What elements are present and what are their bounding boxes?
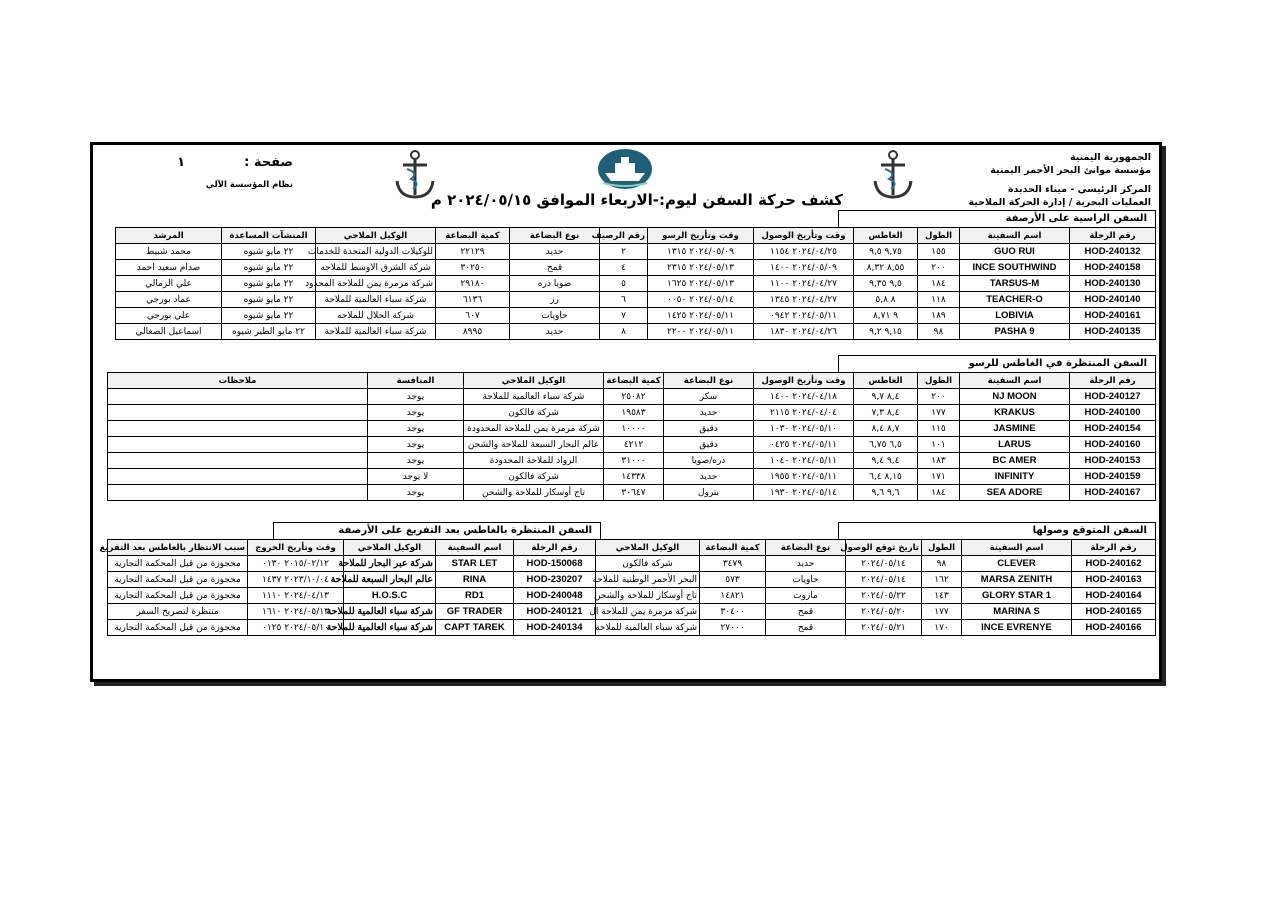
table-cell: ٢٧٠٠٠ [700,620,766,636]
table-cell: ذره/صويا [664,453,754,469]
table-cell: ١٠١ [918,437,960,453]
column-header: رقم الرحلة [1072,540,1156,556]
table-cell: حديد [664,469,754,485]
table-row [108,485,1156,501]
column-header: الوكيل الملاحي [464,373,604,389]
table-cell: منتظرة لتصريح السفر [108,604,248,620]
table-cell: HOD-230207 [514,572,596,588]
table-cell: HOD-240162 [1072,556,1156,572]
table-row [596,588,1156,604]
table-cell: عماد بورجي [116,292,222,308]
table-cell: ٢٠٢٤/٠٥/١٣ ٢٣١٥ [648,260,754,276]
table-cell: محجوزة من قبل المحكمة التجارية [108,572,248,588]
table-cell: ١٤٣ [922,588,962,604]
table-row [108,453,1156,469]
table-cell: HOD-240164 [1072,588,1156,604]
table-cell: KRAKUS [960,405,1070,421]
expected-table [589,539,1156,636]
table-cell: ٨ [600,324,648,340]
column-header: اسم السفينة [962,540,1072,556]
table-cell: CLEVER [962,556,1072,572]
table-cell: LOBIVIA [960,308,1070,324]
column-header: كمية البضاعة [604,373,664,389]
table-cell: TARSUS-M [960,276,1070,292]
table-cell: ٩,٧٥ ٩,٥ [854,244,918,260]
header-line: الجمهورية اليمنية [1070,152,1151,163]
table-cell: ٩,٤ ٩,٤ [854,453,918,469]
table-cell: HOD-240160 [1070,437,1156,453]
table-cell: ٢٢ مايو شيوه [222,244,316,260]
table-row [108,620,596,636]
table-cell: ٢٠٢٤/٠٤/٠٤ ٢١١٥ [754,405,854,421]
table-cell: ٢٢ مايو شيوه [222,260,316,276]
table-cell: CAPT TAREK [436,620,514,636]
table-cell: قمح [766,620,846,636]
table-cell: شركة سباء العالمية للملاحة [316,292,436,308]
table-cell: ٢٠٢٤/٠٥/١٤ ١٩٣٠ [754,485,854,501]
table-cell: حديد [664,405,754,421]
table-cell: تاج أوسكار للملاحة والشحن [464,485,604,501]
table-row [596,556,1156,572]
table-cell: حديد [510,244,600,260]
table-cell: GLORY STAR 1 [962,588,1072,604]
column-header: وقت وتأريخ الخروج [248,540,344,556]
table-cell: HOD-240166 [1072,620,1156,636]
column-header: ملاحظات [108,373,368,389]
table-cell: يوجد [368,437,464,453]
page-indicator [133,155,293,170]
table-cell: ٢٠١٥/٠٢/١٢ ٠١٣٠ [248,556,344,572]
table-cell: ١٦٢ [922,572,962,588]
table-cell: ٢٠٢٤/٠٥/١١ ١٠٤٠ [754,453,854,469]
table-cell: صويا ذره [510,276,600,292]
column-header: الطول [922,540,962,556]
expected-rows [589,556,1156,636]
table-cell: ١٥٥ [918,244,960,260]
column-header: تاريخ توقع الوصول [846,540,922,556]
table-cell: ٢٢ مايو شيوه [222,276,316,292]
table-row [108,556,596,572]
table-row [108,604,596,620]
column-header: المنافسة [368,373,464,389]
column-header: رقم الرحلة [1070,373,1156,389]
table-cell: ٢٠٢٤/٠٤/١٣ ١١١٠ [248,588,344,604]
table-cell: ٩٨ [918,324,960,340]
table-cell: للوكيلات الدولية المتحدة للخدمات [316,244,436,260]
table-cell: HOD-240121 [514,604,596,620]
table-cell: ٢٠٢٤/٠٥/٢٠ [846,604,922,620]
table-cell: ١٧٠ [922,620,962,636]
table-cell: HOD-150068 [514,556,596,572]
table-cell [108,453,368,469]
table-cell: HOD-240161 [1070,308,1156,324]
table-row [108,588,596,604]
system-label: نظام المؤسسة الآلي [205,180,293,190]
table-cell: ٢٠٢٤/٠٥/١٠ ١٠٣٠ [754,421,854,437]
table-cell: PASHA 9 [960,324,1070,340]
table-cell: ٢٠٢٤/٠٥/١١ ٢٢٠٠ [648,324,754,340]
table-cell: عالم البحار السبعة للملاحة [344,572,436,588]
table-cell: ٨,٥٥ ٨,٣٢ [854,260,918,276]
table-row [108,572,596,588]
table-cell: ٢٠٢٤/٠٥/٠٩ ١٣١٥ [648,244,754,260]
table-cell: شركة فالكون [596,556,700,572]
table-cell: رز [510,292,600,308]
post-discharge-section-title: السفن المنتظرة بالغاطس بعد التفريغ على الأرصفة [273,522,601,539]
table-cell: ٣٠٦٤٧ [604,485,664,501]
table-cell: ٢ [600,244,648,260]
table-row [116,292,1156,308]
table-cell: عالم البحار السبعة للملاحة والشحن [464,437,604,453]
table-cell: قمح [510,260,600,276]
table-cell: HOD-240154 [1070,421,1156,437]
table-cell: يوجد [368,485,464,501]
table-cell: HOD-240167 [1070,485,1156,501]
table-row [116,324,1156,340]
table-cell: حاويات [510,308,600,324]
table-cell: MARINA S [962,604,1072,620]
table-cell: شركة سباء العالمية للملاحة [344,620,436,636]
table-row [108,389,1156,405]
table-cell: ٥ [600,276,648,292]
table-cell: HOD-240159 [1070,469,1156,485]
header-line: العمليات البحرية / إدارة الحركة الملاحية [968,197,1151,208]
table-cell: ٨,٧ ٨,٤ [854,421,918,437]
table-header-row [108,540,596,556]
table-cell: ١٩٥٨٣ [604,405,664,421]
table-cell: شركة فالكون [464,469,604,485]
column-header: الطول [918,228,960,244]
table-cell [108,437,368,453]
table-cell: RD1 [436,588,514,604]
table-row [116,308,1156,324]
table-row [108,469,1156,485]
page-number: ١ [177,155,186,170]
table-cell: ٢٠٢٤/٠٥/١٤ [846,556,922,572]
table-cell: ٩,٥ ٩,٣٥ [854,276,918,292]
table-cell: ١٨٤ [918,485,960,501]
column-header: الغاطس [854,228,918,244]
table-cell: سكر [664,389,754,405]
column-header: الطول [918,373,960,389]
table-cell: ٣٤٧٩ [700,556,766,572]
column-header: رقم الرحلة [1070,228,1156,244]
table-cell: HOD-240153 [1070,453,1156,469]
table-row [108,405,1156,421]
table-cell: مازوت [766,588,846,604]
table-cell: محجوزة من قبل المحكمة التجارية [108,588,248,604]
berthed-rows [116,244,1156,340]
table-cell: HOD-240132 [1070,244,1156,260]
column-header: كمية البضاعة [436,228,510,244]
table-cell: شركة مرمرة يمن للملاحة ال [596,604,700,620]
table-cell: ٢٠٠ [918,389,960,405]
column-header: المرشد [116,228,222,244]
table-cell: INCE EVRENYE [962,620,1072,636]
column-header: الوكيل الملاحي [316,228,436,244]
table-cell: شركة سباء العالمية للملاحة [344,604,436,620]
table-cell: ٢٠٢٤/٠٥/١٣ ١٦٢٥ [648,276,754,292]
table-cell: ٢٠٢٤/٠٥/١١ ٠٤٢٥ [754,437,854,453]
table-cell: ٧ [600,308,648,324]
table-row [596,620,1156,636]
table-cell: ٩٨ [922,556,962,572]
table-cell: HOD-240158 [1070,260,1156,276]
table-cell: TEACHER-O [960,292,1070,308]
column-header: نوع البضاعة [766,540,846,556]
table-cell [108,421,368,437]
table-cell: ٨,٤ ٧,٣ [854,405,918,421]
table-cell: MARSA ZENITH [962,572,1072,588]
table-cell: LARUS [960,437,1070,453]
table-row [116,260,1156,276]
column-header: اسم السفينة [960,228,1070,244]
table-cell: ٢٠٢٣/١٠/٠٤ ١٤٣٧ [248,572,344,588]
column-header: اسم السفينة [436,540,514,556]
table-cell: ٤٢١٢ [604,437,664,453]
table-cell: حديد [510,324,600,340]
table-cell: ١٤٨٢١ [700,588,766,604]
table-cell: محجوزة من قبل المحكمة التجارية [108,556,248,572]
table-row [108,437,1156,453]
table-cell: دقيق [664,421,754,437]
table-cell: ٢٠٢٤/٠٥/٢٢ [846,588,922,604]
post-discharge-table [99,539,596,636]
table-cell: يوجد [368,389,464,405]
table-cell [108,405,368,421]
table-cell: شركة الشرق الاوسط للملاحه [316,260,436,276]
column-header: سبب الانتظار بالغاطس بعد التفريغ [108,540,248,556]
table-cell: HOD-240165 [1072,604,1156,620]
table-cell: ١١٨ [918,292,960,308]
page-info [133,155,293,190]
table-cell: ٩,١٥ ٩,٢ [854,324,918,340]
table-cell: حديد [766,556,846,572]
table-cell: ٣١٠٠٠ [604,453,664,469]
column-header: المنشآت المساعدة [222,228,316,244]
table-cell: شركة مرمرة يمن للملاحة المحدود [316,276,436,292]
table-cell: ٢٠٢٤/٠٤/١٨ ١٤٠٠ [754,389,854,405]
table-cell: NJ MOON [960,389,1070,405]
anchorage-table [107,372,1156,501]
table-header-row [108,373,1156,389]
table-cell: تاج أوسكار للملاحة والشحن [596,588,700,604]
table-cell: ٩,٦ ٩,٦ [854,485,918,501]
column-header: الغاطس [854,373,918,389]
table-cell: INCE SOUTHWIND [960,260,1070,276]
table-cell: RINA [436,572,514,588]
column-header: رقم الرحلة [514,540,596,556]
table-cell: ٩ ٨,٧١ [854,308,918,324]
table-cell: HOD-240127 [1070,389,1156,405]
table-cell: JASMINE [960,421,1070,437]
table-cell: ٢٠٢٤/٠٥/١٠ ٠١٢٥ [248,620,344,636]
table-cell: علي بورجي [116,308,222,324]
table-row [108,421,1156,437]
table-cell: ١٨٤ [918,276,960,292]
table-cell: اسماعيل الصغالي [116,324,222,340]
table-cell: ٢٠٢٤/٠٥/٠٩ ١٤٠٠ [754,260,854,276]
expected-section-title: السفن المتوقع وصولها [838,522,1156,539]
table-cell: ٢٢ مايو شيوه [222,292,316,308]
table-cell: ٨,١٥ ٦,٤ [854,469,918,485]
table-cell: محمد شبيط [116,244,222,260]
table-cell: شركة سباء العالمية للملاحة [464,389,604,405]
table-row [116,244,1156,260]
table-cell: GUO RUI [960,244,1070,260]
table-cell: ٢٠٢٤/٠٥/١١ ١٩٥٥ [754,469,854,485]
column-header: وقت وتأريخ الرسو [648,228,754,244]
table-cell: ٢٢ مايو الطير شيوه [222,324,316,340]
table-cell: ١٤٣٣٨ [604,469,664,485]
table-cell: ٢٠٢٤/٠٤/٢٥ ١١٥٤ [754,244,854,260]
table-cell: HOD-240130 [1070,276,1156,292]
table-cell: بترول [664,485,754,501]
table-cell: ١١٥ [918,421,960,437]
ship-logo-icon [597,147,653,191]
table-cell: ٨ ٥,٨ [854,292,918,308]
table-cell: ١٨٩ [918,308,960,324]
table-cell: شركة فالكون [464,405,604,421]
table-cell: شركة الحلال للملاحه [316,308,436,324]
table-cell: شركة عبر البحار للملاحة [344,556,436,572]
table-cell: شركة سباء العالمية للملاحة [596,620,700,636]
table-cell: ١٧٧ [918,405,960,421]
table-cell: ٢٠٢٤/٠٥/١٤ ٠٠٥٠ [648,292,754,308]
table-cell: ٦ [600,292,648,308]
table-cell: علي الزمالي [116,276,222,292]
table-cell: HOD-240134 [514,620,596,636]
table-row [596,604,1156,620]
table-cell: ٣٠٤٠٠ [700,604,766,620]
table-cell: H.O.S.C [344,588,436,604]
table-cell: لا يوجد [368,469,464,485]
table-header-row [116,228,1156,244]
table-cell: ٢٩١٨٠ [436,276,510,292]
table-cell: ٢٥٠٨٢ [604,389,664,405]
table-cell: ٦٠٧ [436,308,510,324]
table-cell: شركة مرمرة يمن للملاحة المحدودة [464,421,604,437]
page-label: صفحة : [244,155,293,170]
table-cell: ١٧١ [918,469,960,485]
table-cell: ٢٠٠ [918,260,960,276]
table-header-row [596,540,1156,556]
table-cell: يوجد [368,405,464,421]
table-cell: ٢٠٢٤/٠٤/٢٧ ١٣٤٥ [754,292,854,308]
table-cell: HOD-240163 [1072,572,1156,588]
table-cell: ٦,٥ ٦,٧٥ [854,437,918,453]
table-cell [108,485,368,501]
column-header: كمية البضاعة [700,540,766,556]
anchorage-section-title: السفن المنتظرة في الغاطس للرسو [838,355,1156,372]
berthed-section-title: السفن الراسية على الأرصفة [838,210,1156,227]
column-header: وقت وتأريخ الوصول [754,228,854,244]
table-cell: يوجد [368,421,464,437]
table-cell: ٥٧٣ [700,572,766,588]
header-line: المركز الرئيسي - ميناء الحديدة [1007,184,1151,195]
column-header: رقم الرصيف [600,228,648,244]
table-cell: ١٠٠٠٠ [604,421,664,437]
table-cell: ٦١٣٦ [436,292,510,308]
table-cell: HOD-240100 [1070,405,1156,421]
column-header: الوكيل الملاحي [596,540,700,556]
column-header: الوكيل الملاحي [344,540,436,556]
post-discharge-rows [108,556,596,636]
table-cell: SEA ADORE [960,485,1070,501]
table-cell: ٨٩٩٥ [436,324,510,340]
table-cell: ٣٠٢٥٠ [436,260,510,276]
table-cell: ٢٠٢٤/٠٥/١٣ ١٦١٠ [248,604,344,620]
table-cell: ٢٠٢٤/٠٥/١١ ١٤٢٥ [648,308,754,324]
header-line: مؤسسة موانئ البحر الأحمر اليمنية [990,165,1151,176]
column-header: وقت وتأريخ الوصول [754,373,854,389]
table-cell: STAR LET [436,556,514,572]
table-cell: ٢٠٢٤/٠٥/١١ ٠٩٤٢ [754,308,854,324]
table-row [596,572,1156,588]
table-cell: HOD-240140 [1070,292,1156,308]
table-cell [108,389,368,405]
table-cell: الرواد للملاحة المحدودة [464,453,604,469]
table-cell: ٢٠٢٤/٠٥/١٤ [846,572,922,588]
authority-header [968,151,1151,209]
column-header: اسم السفينة [960,373,1070,389]
table-cell: قمح [766,604,846,620]
table-cell: ١٨٣ [918,453,960,469]
table-cell: ٢٠٢٤/٠٤/٢٧ ١١٠٠ [754,276,854,292]
berthed-table [115,227,1156,340]
table-cell: ٢٢ مايو شيوه [222,308,316,324]
table-cell [108,469,368,485]
table-cell: ٢٠٢٤/٠٥/٢١ [846,620,922,636]
table-cell: BC AMER [960,453,1070,469]
column-header: نوع البضاعة [664,373,754,389]
table-cell: حاويات [766,572,846,588]
anchorage-rows [108,389,1156,501]
table-cell: ٤ [600,260,648,276]
table-cell: ٢٢١٢٩ [436,244,510,260]
table-cell: HOD-240048 [514,588,596,604]
table-cell: ١٧٧ [922,604,962,620]
table-cell: صدام سعيد احمد [116,260,222,276]
ship-movement-sheet [90,142,1162,682]
table-cell: البحر الأحمر الوطنية للملاحة [596,572,700,588]
anchor-logo-icon [869,147,917,203]
table-cell: يوجد [368,453,464,469]
table-cell: دقيق [664,437,754,453]
table-cell: شركة سباء العالمية للملاحة [316,324,436,340]
table-cell: ٨,٤ ٩,٧ [854,389,918,405]
table-cell: ٢٠٢٤/٠٤/٢٦ ١٨٣٠ [754,324,854,340]
table-cell: HOD-240135 [1070,324,1156,340]
table-cell: محجوزة من قبل المحكمة التجارية [108,620,248,636]
table-cell: GF TRADER [436,604,514,620]
table-cell: INFINITY [960,469,1070,485]
page-title: كشف حركة السفن ليوم:-الاربعاء الموافق ٢٠٢٤/٠٥/١٥ م [430,191,843,209]
table-row [116,276,1156,292]
column-header: نوع البضاعة [510,228,600,244]
